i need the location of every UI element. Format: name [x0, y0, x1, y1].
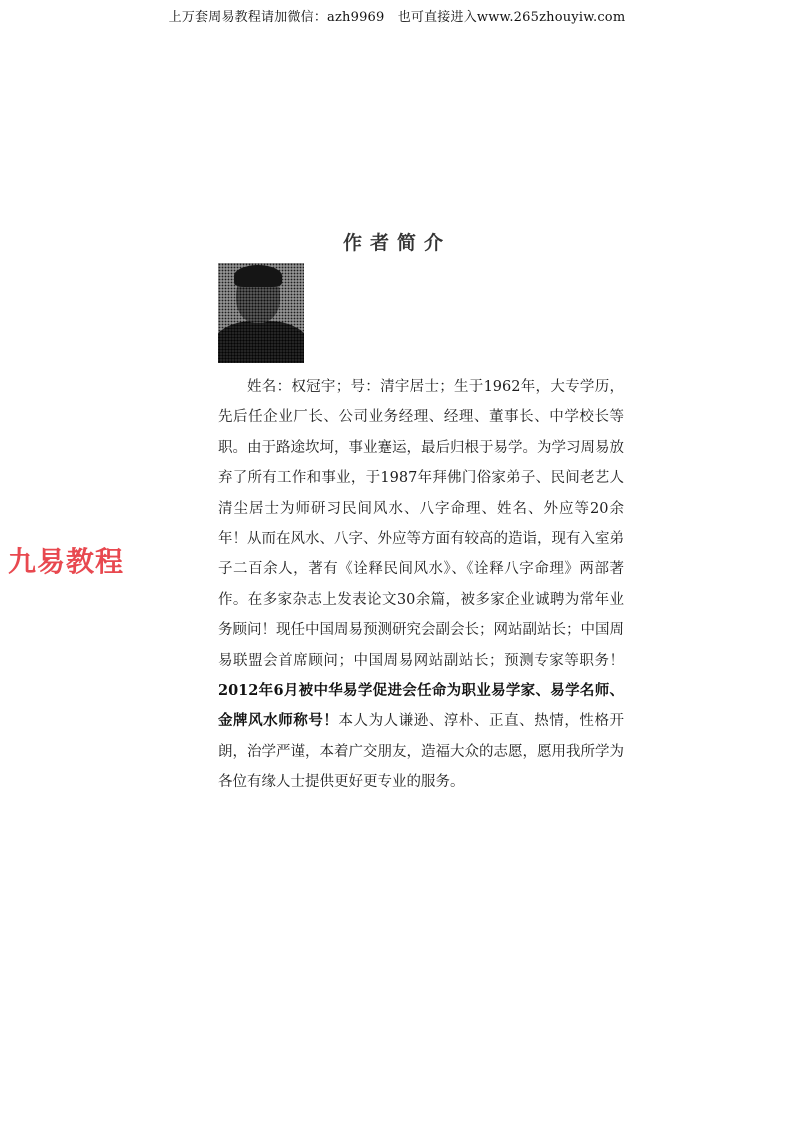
bio-paragraph	[218, 372, 624, 798]
author-photo	[218, 263, 304, 363]
author-photo-body	[218, 321, 304, 363]
author-bio	[218, 372, 624, 798]
watermark-logo-text: 九易教程	[8, 545, 125, 578]
page-title: 作者简介	[342, 232, 451, 254]
header-promo-text: 上万套周易教程请加微信：azh9969 也可直接进入www.265zhouyiw.com	[168, 10, 626, 25]
author-photo-hair	[234, 265, 282, 287]
bio-text-intro: 姓名：权冠宇；号：清宇居士；生于1962年，大专学历，先后任企业厂长、公司业务经理、经理、董事长、中学校长等职。由于路途坎坷，事业蹇运，最后归根于易学。为学习周易放弃了所有工作和事业，于1987年拜佛门俗家弟子、民间老艺人清尘居士为师研习民间风水、八字命理、姓名、外应等20余年！从而在风水、八字、外应等方面有较高的造诣，现有入室弟子二百余人，著有《诠释民间风水》、《诠释八字命理》两部著作。在多家杂志上发表论文30余篇，被多家企业诚聘为常年业务顾问！现任中国周易预测研究会副会长；网站副站长；中国周易联盟会首席顾问；中国周易网站副站长；预测专家等职务！	[218, 379, 624, 669]
bio-text-highlight: 2012年6月被中华易学促进会任命为职业易学家、易学名师、金牌风水师称号！	[218, 682, 624, 730]
bio-text-closing: 本人为人谦逊、淳朴、正直、热情，性格开朗，治学严谨，本着广交朋友，造福大众的志愿，愿用我所学为各位有缘人士提供更好更专业的服务。	[218, 713, 625, 791]
